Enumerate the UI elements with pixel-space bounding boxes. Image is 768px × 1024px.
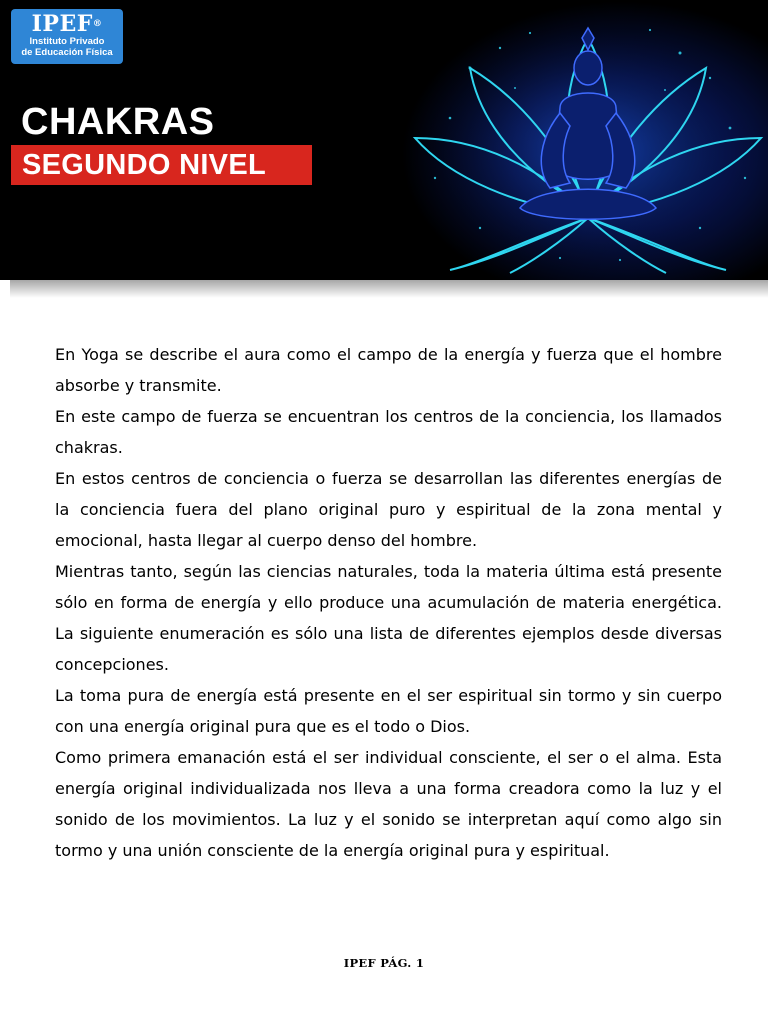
paragraph: Mientras tanto, según las ciencias naturales, toda la materia última está presente sólo en forma de energía y ello produce una acumulación de materia energética. La siguiente enumeración es sólo una lista de diferentes ejemplos desde diversas concepciones. [55,562,722,674]
page-title: CHAKRAS [21,101,215,143]
paragraph: En Yoga se describe el aura como el campo de la energía y fuerza que el hombre absorbe y transmite. [55,345,722,395]
page-footer: IPEF PÁG. 1 [343,956,425,970]
page-subtitle: SEGUNDO NIVEL [11,145,312,185]
logo-mark: IPEF® [31,11,103,37]
meditation-lotus-illustration [410,8,765,278]
logo-line-2: de Educación Física [21,47,113,58]
header-banner [0,0,768,280]
paragraph: La toma pura de energía está presente en el ser espiritual sin tormo y sin cuerpo con una energía original pura que es el todo o Dios. [55,686,722,736]
paragraph: En estos centros de conciencia o fuerza se desarrollan las diferentes energías de la conciencia fuera del plano original puro y espiritual de la zona mental y emocional, hasta llegar al cuerpo denso del hombre. [55,469,722,550]
paragraph: Como primera emanación está el ser individual consciente, el ser o el alma. Esta energía original individualizada nos lleva a una forma creadora como la luz y el sonido de los movimientos. La luz y el sonido se interpretan aquí como algo sin tormo y una unión consciente de la energía original pura y espiritual. [55,748,722,860]
ipef-logo [11,9,123,64]
logo-line-1: Instituto Privado [29,36,105,47]
body-text [55,339,722,866]
banner-shadow [10,280,768,298]
paragraph: En este campo de fuerza se encuentran los centros de la conciencia, los llamados chakras. [55,407,722,457]
